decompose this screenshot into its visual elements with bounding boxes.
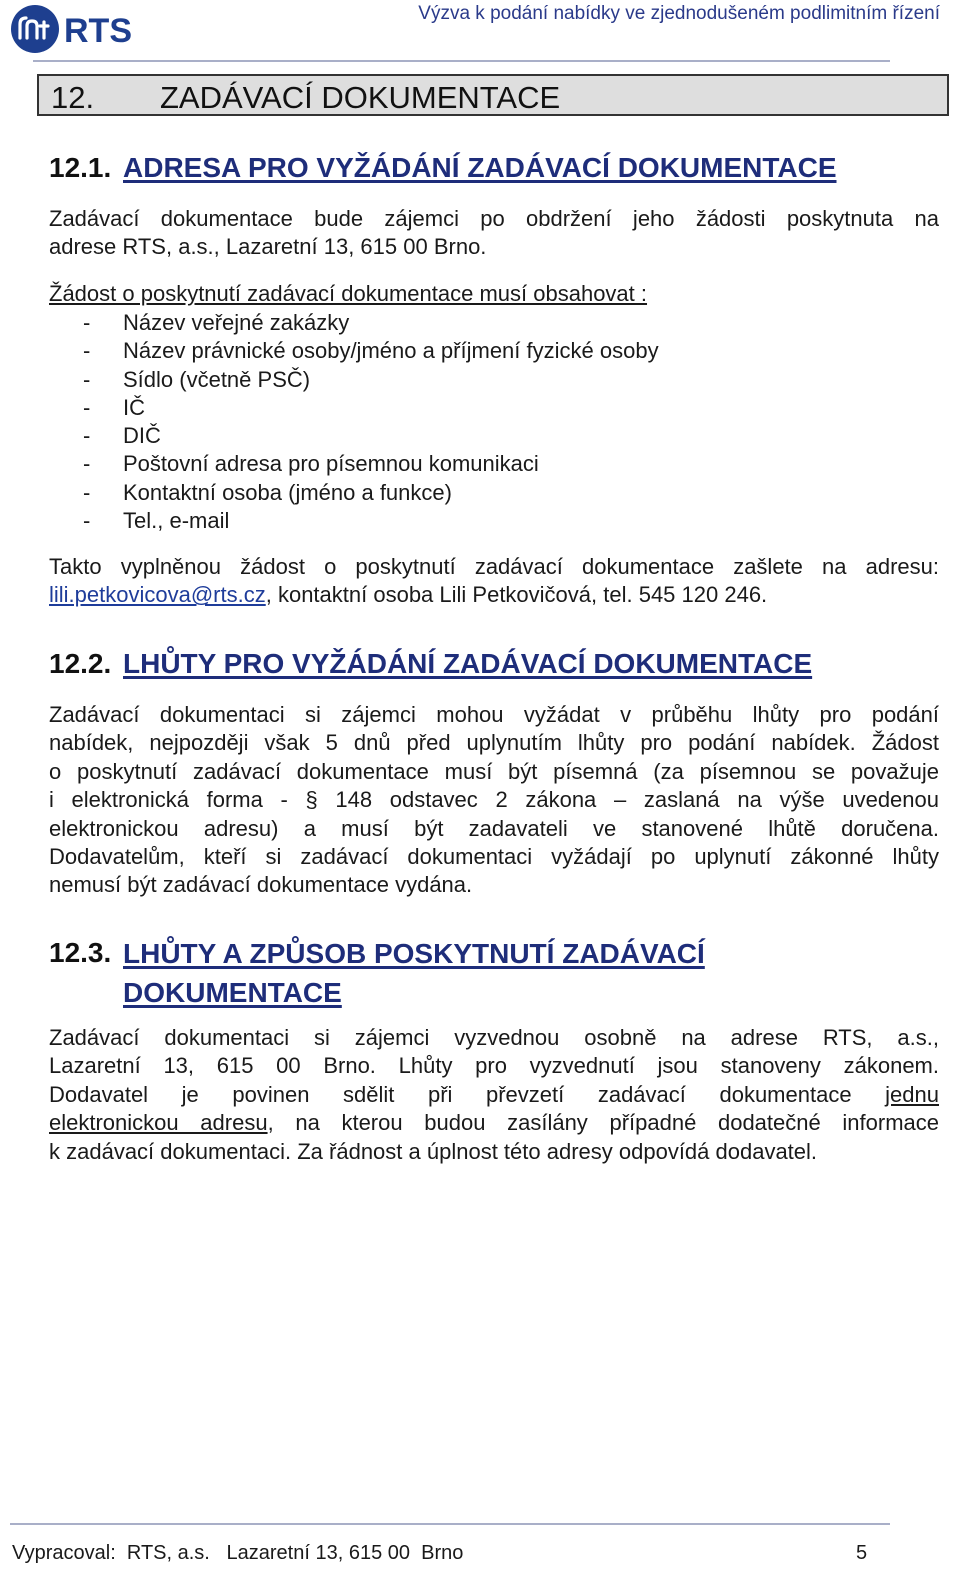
- section-number: 12.3.: [49, 937, 112, 968]
- footer-author: Vypracoval: RTS, a.s. Lazaretní 13, 615 00 Brno: [12, 1542, 464, 1564]
- section-12-2-heading: [49, 648, 813, 680]
- text-line: o poskytnutí zadávací dokumentace musí být písemná (za písemnou se považuje: [49, 758, 939, 784]
- text-line: Zadávací dokumentaci si zájemci vyzvednou osobně na adrese RTS, a.s.,: [49, 1025, 939, 1050]
- svg-text:RTS: RTS: [64, 12, 132, 50]
- text-line: Dodavatel je povinen sdělit při převzetí zadávací dokumentace jednu: [49, 1081, 939, 1107]
- section-title: ADRESA PRO VYŽÁDÁNÍ ZADÁVACÍ DOKUMENTACE: [123, 152, 837, 183]
- list-item: - DIČ: [83, 423, 161, 449]
- chapter-title: ZADÁVACÍ DOKUMENTACE: [160, 80, 561, 115]
- request-list-heading: [49, 280, 939, 308]
- section-12-1-contact: [49, 553, 939, 610]
- footer-divider: [10, 1523, 890, 1525]
- text-line: Zadávací dokumentace bude zájemci po obdržení jeho žádosti poskytnuta na: [49, 206, 939, 231]
- section-title: LHŮTY A ZPŮSOB POSKYTNUTÍ ZADÁVACÍ DOKUMENTACE: [123, 938, 705, 1008]
- header-divider: [33, 60, 890, 62]
- section-12-3-body: [49, 1024, 939, 1166]
- section-12-1-intro: [49, 205, 939, 262]
- text-line: i elektronická forma - § 148 odstavec 2 zákona – zaslaná na výše uvedenou: [49, 787, 939, 813]
- list-item: - IČ: [83, 394, 145, 420]
- list-item: - Poštovní adresa pro písemnou komunikaci: [83, 451, 539, 477]
- rts-logo: [10, 4, 145, 54]
- section-12-2-body: [49, 701, 939, 900]
- section-12-1-heading: [49, 152, 837, 184]
- text-line: Takto vyplněnou žádost o poskytnutí zadávací dokumentace zašlete na adresu:: [49, 554, 939, 579]
- list-item: - Název právnické osoby/jméno a příjmení fyzické osoby: [83, 338, 659, 364]
- text-line: k zadávací dokumentaci. Za řádnost a úplnost této adresy odpovídá dodavatel.: [49, 1138, 818, 1164]
- list-item: - Tel., e-mail: [83, 508, 230, 534]
- text-line: Zadávací dokumentaci si zájemci mohou vyžádat v průběhu lhůty pro podání: [49, 702, 939, 727]
- request-requirements-list: [83, 309, 659, 535]
- text-line: nabídek, nejpozději však 5 dnů před uplynutím lhůty pro podání nabídek. Žádost: [49, 730, 939, 756]
- section-12-3-heading: [49, 937, 705, 1008]
- list-heading: Žádost o poskytnutí zadávací dokumentace musí obsahovat :: [49, 281, 648, 306]
- contact-email-link[interactable]: lili.petkovicova@rts.cz: [49, 582, 266, 608]
- text-line: nemusí být zadávací dokumentace vydána.: [49, 872, 473, 898]
- page-number: 5: [856, 1542, 868, 1564]
- text-line: Lazaretní 13, 615 00 Brno. Lhůty pro vyzvednutí jsou stanoveny zákonem.: [49, 1053, 939, 1079]
- text-line: elektronickou adresu) a musí být zadavateli ve stanovené lhůtě doručena.: [49, 815, 939, 841]
- document-header-title: Výzva k podání nabídky ve zjednodušeném podlimitním řízení: [418, 3, 940, 24]
- text-line: elektronickou adresu, na kterou budou zasílány případné dodatečné informace: [49, 1110, 939, 1136]
- section-number: 12.1.: [49, 152, 112, 183]
- text-line: adrese RTS, a.s., Lazaretní 13, 615 00 Brno.: [49, 234, 487, 260]
- section-title: LHŮTY PRO VYŽÁDÁNÍ ZADÁVACÍ DOKUMENTACE: [123, 648, 813, 679]
- text-line: Dodavatelům, kteří si zadávací dokumentaci vyžádají po uplynutí zákonné lhůty: [49, 844, 939, 870]
- list-item: - Kontaktní osoba (jméno a funkce): [83, 479, 452, 505]
- chapter-heading-box: [37, 74, 949, 116]
- list-item: - Název veřejné zakázky: [83, 310, 350, 335]
- text-line: lili.petkovicova@rts.cz, kontaktní osoba Lili Petkovičová, tel. 545 120 246.: [49, 582, 768, 608]
- chapter-number: 12.: [51, 80, 95, 115]
- section-number: 12.2.: [49, 648, 112, 679]
- list-item: - Sídlo (včetně PSČ): [83, 366, 311, 392]
